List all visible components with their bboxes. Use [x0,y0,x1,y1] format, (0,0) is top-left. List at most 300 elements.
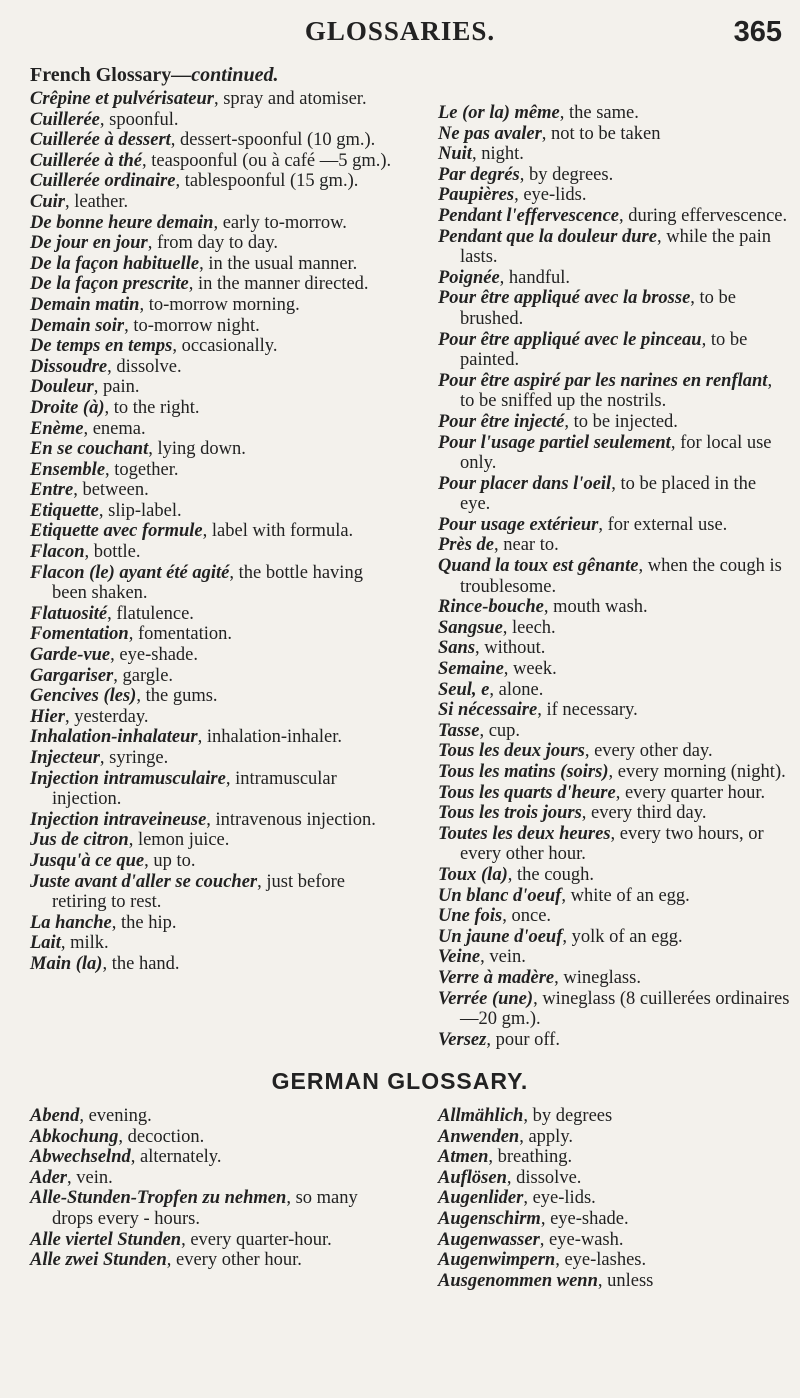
glossary-term: Paupières [438,185,515,206]
term-separator: , [670,432,681,453]
term-separator: , [489,679,499,700]
term-separator: , [202,521,212,542]
glossary-entry [438,535,790,556]
term-separator: , [767,370,773,391]
term-separator: , [113,665,123,686]
glossary-term: Lait [30,933,61,954]
glossary-term: Une fois [438,906,503,927]
glossary-term: Nuit [438,144,472,165]
term-separator: , [486,1029,496,1050]
glossary-entry [30,89,402,110]
glossary-term: Si nécessaire [438,700,538,721]
glossary-definition: syringe. [109,748,169,768]
glossary-entry [438,659,790,680]
glossary-definition: eye-lids. [532,1188,596,1209]
glossary-definition: intramuscular injection. [52,768,337,810]
term-separator: , [514,185,524,206]
glossary-definition: in the usual manner. [208,253,358,274]
glossary-term: Augenwimpern [438,1250,556,1271]
glossary-term: Verre à madère [438,967,555,988]
glossary-entry [30,130,402,151]
term-separator: , [118,1126,128,1147]
glossary-term: Pour être appliqué avec le pinceau [438,329,702,350]
term-separator: , [107,356,117,377]
glossary-term: Le (or la) même [438,103,560,123]
term-separator: , [64,191,75,212]
glossary-entry [438,330,790,371]
glossary-definition: to be sniffed up the nostrils. [460,391,667,412]
glossary-definition: the hip. [120,912,177,933]
glossary-term: Etiquette avec formule [30,521,203,542]
glossary-entry [438,474,790,515]
glossary-entry [30,686,402,707]
glossary-term: De la façon prescrite [30,274,189,295]
term-separator: , [619,205,629,226]
glossary-term: Inhalation-inhalateur [30,727,198,748]
term-separator: , [503,659,514,680]
glossary-term: De la façon habituelle [30,253,200,274]
glossary-definition: yolk of an egg. [571,926,683,947]
glossary-definition: enema. [92,418,146,439]
term-separator: , [561,885,571,906]
glossary-definition: so many drops every - hours. [52,1188,358,1229]
glossary-term: Pour être injecté [438,411,565,432]
glossary-entry [30,604,402,625]
glossary-entry [30,1168,402,1189]
glossary-entry [30,192,402,213]
glossary-term: Ne pas avaler [438,123,542,144]
glossary-entry [30,727,402,748]
glossary-entry [30,521,402,542]
glossary-entry [30,933,402,954]
term-separator: , [147,233,157,254]
glossary-term: Juste avant d'aller se coucher [30,871,258,892]
glossary-term: Pour usage extérieur [438,514,599,535]
glossary-definition: eye-shade. [119,645,198,666]
term-separator: , [562,926,572,947]
glossary-term: Cuillerée [30,109,100,130]
glossary-term: Sangsue [438,617,503,638]
glossary-entry [30,748,402,769]
glossary-definition: mouth wash. [553,597,648,618]
term-separator: , [701,329,711,350]
glossary-definition: by degrees. [528,164,614,185]
term-separator: , [539,1229,550,1250]
glossary-term: Etiquette [30,500,99,521]
glossary-term: Seul, e [438,679,490,700]
glossary-entry [438,597,790,618]
glossary-definition: cup. [488,720,521,741]
glossary-entry [438,1127,790,1148]
glossary-entry [438,989,790,1030]
glossary-definition: the bottle having been shaken. [52,562,363,604]
glossary-entry [30,624,402,645]
glossary-term: Alle zwei Stunden [30,1250,167,1271]
term-separator: , [128,830,138,851]
french-glossary-section [30,63,790,1050]
glossary-definition: to-morrow night. [133,315,260,336]
glossary-entry [438,824,790,865]
glossary-definition: while the pain lasts. [460,226,772,268]
glossary-entry [438,947,790,968]
term-separator: , [507,864,517,885]
glossary-definition: evening. [88,1106,152,1126]
glossary-definition: every two hours, or every other hour. [460,823,764,865]
term-separator: , [144,850,154,871]
glossary-entry [30,1127,402,1148]
glossary-entry [438,1030,790,1051]
glossary-entry [30,151,402,172]
glossary-term: De bonne heure demain [30,212,214,233]
term-separator: , [99,109,110,130]
glossary-definition: apply. [528,1126,573,1147]
glossary-term: Un blanc d'oeuf [438,885,562,906]
glossary-term: Crêpine et pulvérisateur [30,89,214,109]
glossary-term: Flacon (le) ayant été agité [30,562,230,583]
glossary-term: Fomentation [30,624,129,645]
glossary-term: Toux (la) [438,864,508,885]
glossary-term: Poignée [438,267,500,288]
glossary-definition: the gums. [145,686,218,707]
glossary-definition: every other day. [594,741,713,762]
term-separator: , [480,947,490,968]
glossary-entry [30,830,402,851]
term-separator: , [543,597,554,618]
glossary-term: Augenlider [438,1188,524,1209]
glossary-term: Douleur [30,377,94,398]
glossary-definition: dissolve. [516,1167,582,1188]
term-separator: , [213,212,223,233]
glossary-definition: between. [82,480,149,501]
glossary-definition: yesterday. [74,706,149,727]
glossary-term: Pour être appliqué avec la brosse [438,288,691,309]
glossary-definition: flatulence. [116,603,194,624]
glossary-definition: by degrees [532,1106,613,1126]
glossary-term: Tous les matins (soirs) [438,762,609,782]
glossary-entry [438,206,790,227]
term-separator: , [506,1167,517,1188]
term-separator: , [564,411,574,432]
glossary-entry [438,762,790,783]
glossary-entry [438,1230,790,1251]
glossary-term: Garde-vue [30,645,111,666]
glossary-term: La hanche [30,912,112,933]
term-separator: , [83,418,93,439]
glossary-entry [438,1250,790,1271]
glossary-term: Sans [438,638,476,659]
glossary-term: Alle-Stunden-Tropfen zu nehmen [30,1188,287,1209]
glossary-term: Un jaune d'oeuf [438,926,563,947]
glossary-entry [30,1230,402,1251]
term-separator: , [139,294,149,315]
glossary-definition: every other hour. [175,1250,302,1271]
glossary-term: Hier [30,706,65,727]
glossary-term: Droite (à) [30,397,105,418]
glossary-entry [30,171,402,192]
glossary-entry [438,1106,790,1127]
french-heading-text: French Glossary [30,64,172,86]
glossary-term: Augenschirm [438,1208,541,1229]
term-separator: , [111,912,121,933]
term-separator: , [98,500,109,521]
glossary-term: Tous les quarts d'heure [438,782,616,803]
french-glossary-heading [30,63,790,87]
glossary-entry [438,103,790,124]
term-separator: , [206,809,216,830]
glossary-term: Anwenden [438,1126,520,1147]
term-separator: , [475,638,485,659]
term-separator: , [479,720,489,741]
glossary-term: Auflösen [438,1167,507,1188]
glossary-entry [438,268,790,289]
glossary-term: Cuir [30,191,65,212]
glossary-entry [30,954,402,975]
glossary-definition: if necessary. [546,700,638,721]
term-separator: , [166,1250,176,1271]
glossary-definition: up to. [153,850,196,871]
glossary-entry [30,501,402,522]
glossary-entry [438,144,790,165]
term-separator: , [60,933,71,954]
glossary-term: Augenwasser [438,1229,540,1250]
glossary-entry [30,810,402,831]
glossary-entry [30,1106,402,1127]
term-separator: , [213,89,224,109]
term-separator: , [519,164,529,185]
glossary-entry [438,1271,790,1292]
glossary-entry [30,769,402,810]
glossary-term: Abend [30,1106,80,1126]
glossary-definition: every third day. [591,803,707,824]
term-separator: , [79,1106,89,1126]
glossary-definition: to be brushed. [460,288,737,329]
glossary-term: Flacon [30,542,85,563]
glossary-entry [438,124,790,145]
glossary-entry [30,336,402,357]
glossary-entry [438,680,790,701]
running-head [0,16,800,52]
glossary-entry [30,1250,402,1271]
glossary-definition: spray and atomiser. [223,89,367,109]
glossary-entry [438,1188,790,1209]
glossary-definition: fomentation. [137,624,232,645]
glossary-definition: together. [114,459,179,480]
glossary-definition: to be injected. [573,411,678,432]
glossary-definition: tablespoonful (15 gm.). [184,171,359,192]
glossary-definition: lying down. [157,439,246,460]
term-separator: , [73,480,83,501]
glossary-entry [438,433,790,474]
glossary-definition: to be painted. [460,329,748,371]
glossary-definition: label with formula. [211,521,354,542]
glossary-definition: bottle. [93,542,141,563]
glossary-term: Enème [30,418,84,439]
glossary-entry [30,398,402,419]
glossary-term: Ensemble [30,459,106,480]
glossary-entry [30,542,402,563]
term-separator: , [541,123,552,144]
glossary-entry [438,227,790,268]
term-separator: , [181,1229,191,1250]
glossary-entry [438,638,790,659]
glossary-entry [30,357,402,378]
glossary-entry [30,480,402,501]
glossary-term: Abkochung [30,1126,119,1147]
glossary-term: Abwechselnd [30,1147,131,1168]
french-left-column [30,89,402,1050]
glossary-entry [438,927,790,948]
term-separator: , [257,871,267,892]
glossary-entry [30,707,402,728]
glossary-entry [438,865,790,886]
term-separator: , [471,144,482,165]
glossary-term: Atmen [438,1147,489,1168]
glossary-entry [438,741,790,762]
glossary-entry [438,556,790,597]
glossary-definition: gargle. [122,665,174,686]
term-separator: , [197,727,207,748]
glossary-definition: every quarter-hour. [190,1229,332,1250]
running-title: GLOSSARIES. [304,16,496,46]
glossary-entry [438,803,790,824]
term-separator: , [611,473,621,494]
glossary-definition: occasionally. [181,336,278,357]
term-separator: , [608,762,618,782]
french-right-column [438,103,790,1050]
glossary-definition: vein. [76,1167,113,1188]
glossary-term: Injection intraveineuse [30,809,207,830]
glossary-definition: for local use only. [460,432,772,474]
term-separator: , [225,768,236,789]
german-columns [30,1106,790,1291]
term-separator: , [555,1250,565,1271]
glossary-definition: when the cough is troublesome. [460,556,782,597]
glossary-definition: for external use. [607,514,728,535]
glossary-entry [30,110,402,131]
glossary-term: Rince-bouche [438,597,544,618]
glossary-term: Tous les deux jours [438,741,585,762]
glossary-term: Pour l'usage partiel seulement [438,432,671,453]
glossary-entry [30,460,402,481]
term-separator: , [584,741,595,762]
glossary-entry [438,185,790,206]
glossary-entry [438,1209,790,1230]
glossary-entry [438,700,790,721]
glossary-term: Toutes les deux heures [438,823,611,844]
glossary-definition: intravenous injection. [215,809,376,830]
term-separator: , [615,782,625,803]
glossary-definition: vein. [489,947,526,968]
term-separator: , [128,624,138,645]
glossary-entry [438,886,790,907]
glossary-definition: without. [484,638,546,659]
term-separator: , [172,336,182,357]
glossary-entry [438,288,790,329]
term-separator: , [494,535,504,556]
glossary-definition: eye-lids. [523,185,587,206]
glossary-definition: leech. [512,617,556,638]
glossary-definition: spoonful. [109,109,179,130]
glossary-entry [438,515,790,536]
term-separator: , [523,1106,533,1126]
term-separator: , [130,1147,140,1168]
glossary-entry [30,439,402,460]
glossary-definition: during effervescence. [628,205,788,226]
glossary-entry [30,213,402,234]
term-separator: , [142,150,152,171]
german-glossary-section [30,1106,790,1291]
glossary-definition: the cough. [516,864,595,885]
glossary-entry [30,254,402,275]
glossary-term: Demain soir [30,315,125,336]
glossary-definition: night. [481,144,524,165]
term-separator: , [286,1188,296,1209]
term-separator: , [99,748,110,768]
glossary-entry [30,316,402,337]
glossary-term: Ausgenommen wenn [438,1270,598,1291]
glossary-entry [438,1147,790,1168]
german-left-column [30,1106,402,1291]
glossary-term: Ader [30,1167,67,1188]
term-separator: , [502,906,512,927]
glossary-term: Dissoudre [30,356,108,377]
glossary-entry [30,851,402,872]
term-separator: , [499,267,509,288]
term-separator: , [148,439,158,460]
glossary-entry [438,618,790,639]
glossary-term: Gencives (les) [30,686,137,707]
glossary-definition: dissolve. [116,356,182,377]
glossary-term: Cuillerée à thé [30,150,143,171]
glossary-term: Flatuosité [30,603,108,624]
glossary-entry [30,274,402,295]
term-separator: , [610,823,620,844]
glossary-term: Gargariser [30,665,114,686]
glossary-definition: unless [607,1270,654,1291]
glossary-term: Verrée (une) [438,988,534,1009]
glossary-term: Tous les trois jours [438,803,582,824]
glossary-term: En se couchant [30,439,149,460]
glossary-term: Par degrés [438,164,520,185]
glossary-entry [30,645,402,666]
glossary-entry [438,783,790,804]
term-separator: , [598,514,608,535]
term-separator: , [102,953,112,974]
glossary-term: Pour être aspiré par les narines en renflant [438,370,768,391]
term-separator: , [110,645,120,666]
term-separator: , [67,1167,77,1188]
glossary-definition: in the manner directed. [198,274,369,295]
glossary-definition: inhalation-inhaler. [206,727,342,748]
term-separator: , [559,103,569,123]
glossary-term: Injection intramusculaire [30,768,226,789]
glossary-definition: every quarter hour. [624,782,766,803]
page-number: 365 [733,16,782,48]
glossary-entry [30,295,402,316]
term-separator: , [188,274,199,295]
glossary-definition: early to-morrow. [222,212,347,233]
glossary-entry [30,1188,402,1229]
glossary-entry [438,371,790,412]
glossary-entry [438,906,790,927]
term-separator: , [136,686,146,707]
glossary-entry [438,412,790,433]
glossary-definition: alternately. [139,1147,222,1168]
term-separator: , [107,603,117,624]
glossary-definition: every morning (night). [617,762,786,782]
glossary-entry [30,1147,402,1168]
french-heading-continued: —continued. [171,64,279,86]
